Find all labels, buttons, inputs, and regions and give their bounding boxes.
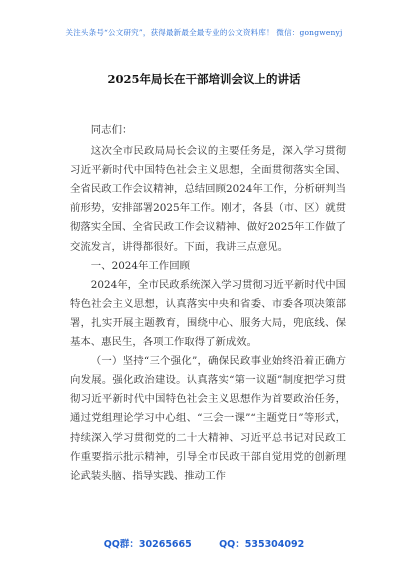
- paragraph-intro: 这次全市民政局局长会议的主要任务是，深入学习贯彻习近平新时代中国特色社会主义思想，全面贯彻落实全国、全省民政工作会议精神，总结回顾2024年工作，分析研判当前形势，安排部署2025年工作。刚才，各县（市、区）就贯彻落实全国、全省民政工作会议精神、做好2025年工作做了交流发言，讲得都很好。下面，我讲三点意见。: [70, 145, 346, 253]
- salutation: 同志们：: [90, 124, 133, 136]
- promo-banner: 关注头条号“公文研究”，获得最新最全最专业的公文资料库！ 微信：gongwenyj: [65, 28, 343, 37]
- document-body: [70, 121, 346, 486]
- qq-number: QQ：535304092: [219, 539, 305, 550]
- paragraph-review: 2024年，全市民政系统深入学习贯彻习近平新时代中国特色社会主义思想，认真落实中央和省委、市委各项决策部署，扎实开展主题教育，围绕中心、服务大局，兜底线、保基本、惠民生，各项工作取得了新成效。: [70, 278, 346, 349]
- document-title: 2025年局长在干部培训会议上的讲话: [107, 72, 301, 86]
- paragraph-point-one: （一）坚持“三个强化”，确保民政事业始终沿着正确方向发展。强化政治建设。认真落实“第一议题”制度把学习贯彻习近平新时代中国特色社会主义思想作为首要政治任务，通过党组理论学习中心组、“三会一课”“主题党日”等形式，持续深入学习贯彻党的二十大精神、习近平总书记对民政工作重要指示批示精神，引导全市民政干部自觉用党的创新理论武装头脑、指导实践、推动工作: [70, 355, 346, 482]
- qq-group: QQ群：30265665: [103, 539, 192, 550]
- contact-footer: [0, 536, 408, 550]
- section-heading: 一、2024年工作回顾: [90, 259, 190, 272]
